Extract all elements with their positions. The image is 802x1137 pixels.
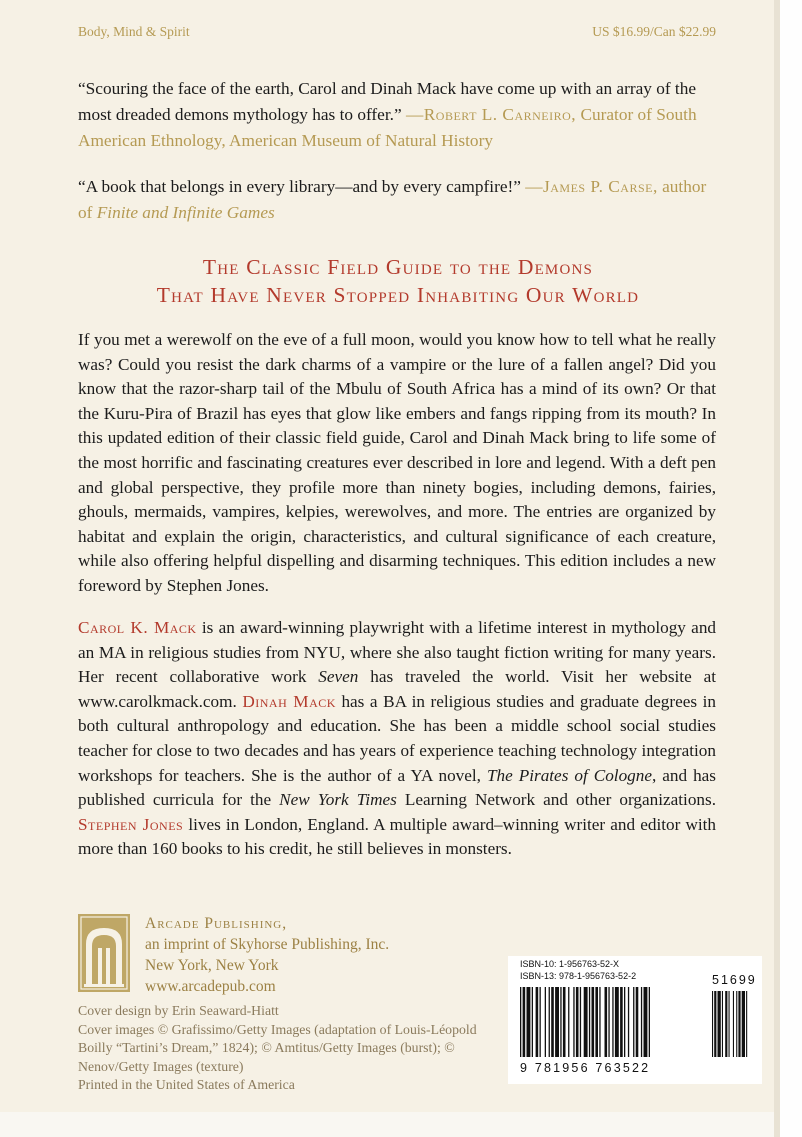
barcode-addon-stripe	[729, 991, 730, 1057]
barcode-stripe	[592, 987, 595, 1057]
bio-work-title: Seven	[318, 667, 359, 687]
barcode-stripe	[641, 987, 642, 1057]
tagline-line-2: That Have Never Stopped Inhabiting Our World	[156, 283, 640, 307]
tagline-heading	[78, 253, 718, 309]
barcode-stripe	[644, 987, 648, 1057]
barcode-addon-stripe	[742, 991, 745, 1057]
barcode-stripe	[624, 987, 625, 1057]
barcode-addon-stripe	[712, 991, 713, 1057]
barcode-stripe	[560, 987, 561, 1057]
blurb-attribution-role: Curator of South American Ethnology, American Museum of Natural History	[78, 105, 697, 150]
category-label: Body, Mind & Spirit	[78, 24, 190, 39]
barcode-stripe	[605, 987, 608, 1057]
author-name-dinah: Dinah Mack	[242, 691, 336, 711]
barcode-stripe	[563, 987, 566, 1057]
barcode-stripe	[549, 987, 550, 1057]
barcode-digits: 9 781956 763522	[520, 1061, 651, 1075]
blurb-text: “A book that belongs in every library—and by every campfire!”	[78, 177, 521, 196]
barcode-stripe	[568, 987, 569, 1057]
barcode-stripe	[551, 987, 554, 1057]
author-name-stephen: Stephen Jones	[78, 814, 184, 834]
barcode-stripe	[615, 987, 619, 1057]
bio-text: is an award-winning playwright with a lifetime interest in mythology and an MA in religious studies from NYU, where she also taught fiction writing for many years. Her recent collaborative work	[78, 618, 717, 687]
blurb-attribution-work: Finite and Infinite Games	[96, 203, 275, 222]
barcode-addon-stripe	[746, 991, 747, 1057]
barcode-stripe	[595, 987, 598, 1057]
barcode-addon-stripe	[725, 991, 727, 1057]
barcode-addon-stripe	[733, 991, 734, 1057]
publisher-name: Arcade Publishing,	[145, 915, 288, 932]
publisher-city: New York, New York	[145, 957, 279, 974]
barcode-stripe	[608, 987, 609, 1057]
barcode-stripe	[532, 987, 533, 1057]
barcode-stripe	[612, 987, 613, 1057]
cover-images-credit: Cover images © Grafissimo/Getty Images (adaptation of Louis-Léopold Boilly “Tartini’s Dream,” 1824); © Amtitus/Getty Images (burst); © Nenov/Getty Images (texture)	[78, 1021, 477, 1074]
blurb-carneiro	[78, 76, 718, 154]
author-name-carol: Carol K. Mack	[78, 618, 197, 637]
arcade-logo-icon	[78, 914, 130, 992]
bio-text: , and has published curricula for the	[78, 765, 716, 810]
barcode-addon-stripe	[718, 991, 721, 1057]
blurb-text: “Scouring the face of the earth, Carol and Dinah Mack have come up with an array of the most dreaded demons mythology has to offer.”	[78, 79, 697, 124]
book-description: If you met a werewolf on the eve of a full moon, would you know how to tell what he really was? Could you resist the dark charms of a vampire or the lure of a fallen angel? Did you know that the razor-sharp tail of the Mbulu of South Africa has a mind of its own? Or that the Kuru-Pira of Brazil has eyes that glow like embers and fangs ripping from its mouth? In this updated edition of their classic field guide, Carol and Dinah Mack bring to life some of the most horrific and fascinating creatures ever described in lore and legend. With a deft pen and global perspective, they profile more than ninety bogies, including demons, fairies, ghouls, mermaids, vampires, kelpies, werewolves, and more. The entries are organized by habitat and explain the origin, characteristics, and cultural significance of each creature, while also offering helpful dispelling and disarming techniques. This edition includes a new foreword by Stephen Jones.	[78, 330, 716, 595]
publisher-website: www.arcadepub.com	[145, 978, 276, 995]
barcode-stripe	[649, 987, 650, 1057]
barcode-stripe	[536, 987, 539, 1057]
printed-in-credit: Printed in the United States of America	[78, 1077, 295, 1093]
barcode-stripe	[599, 987, 600, 1057]
barcode-stripe	[620, 987, 623, 1057]
blurb-attribution-role: author of	[78, 177, 707, 222]
publisher-imprint: an imprint of Skyhorse Publishing, Inc.	[145, 936, 390, 953]
barcode-stripe	[555, 987, 559, 1057]
bio-work-title: New York Times	[279, 790, 397, 810]
barcode-stripe	[540, 987, 541, 1057]
barcode-addon-stripe	[738, 991, 740, 1057]
barcode-addon-stripe	[722, 991, 723, 1057]
isbn-10: ISBN-10: 1-956763-52-X	[520, 959, 620, 969]
barcode-stripe	[527, 987, 531, 1057]
barcode-stripe	[520, 987, 521, 1057]
bio-work-title: The Pirates of Cologne	[486, 765, 652, 785]
blurb-attribution-name: —Robert L. Carneiro,	[405, 105, 577, 124]
bio-text: has a BA in religious studies and graduate degrees in both cultural anthropology and education. She has been a middle school social studies teacher for close to two decades and has years of experience teaching technology integration workshops for teachers. She is the author of a YA novel,	[78, 691, 716, 785]
barcode-stripe	[636, 987, 639, 1057]
author-bios	[78, 616, 716, 862]
barcode-stripe	[576, 987, 579, 1057]
barcode-addon-digits: 51699	[712, 973, 757, 987]
price-label: US $16.99/Can $22.99	[592, 24, 716, 39]
bio-text: Learning Network and other organizations.	[396, 790, 716, 810]
bio-text: lives in London, England. A multiple award–winning writer and editor with more than 160 books to his credit, he still believes in monsters.	[78, 814, 716, 859]
barcode-stripe	[580, 987, 581, 1057]
isbn-barcode	[508, 956, 762, 1084]
barcode-addon-stripe	[714, 991, 716, 1057]
barcode-stripe	[573, 987, 574, 1057]
barcode-stripe	[545, 987, 546, 1057]
blurb-carse	[78, 174, 718, 226]
barcode-stripe	[589, 987, 590, 1057]
barcode-stripe	[523, 987, 526, 1057]
tagline-line-1: The Classic Field Guide to the Demons	[202, 255, 594, 279]
cover-credits	[78, 1002, 498, 1095]
publisher-block	[145, 913, 389, 997]
cover-design-credit: Cover design by Erin Seaward-Hiatt	[78, 1003, 279, 1018]
blurb-attribution-name: —James P. Carse,	[525, 177, 658, 196]
page-edge-right	[774, 0, 780, 1137]
isbn-13: ISBN-13: 978-1-956763-52-2	[520, 971, 637, 981]
barcode-bars	[516, 987, 756, 1061]
page-bottom-margin	[0, 1112, 774, 1137]
barcode-stripe	[584, 987, 588, 1057]
barcode-stripe	[628, 987, 629, 1057]
bio-text: has traveled the world. Visit her website at www.carolkmack.com.	[78, 667, 716, 711]
barcode-stripe	[633, 987, 634, 1057]
barcode-addon-stripe	[736, 991, 737, 1057]
